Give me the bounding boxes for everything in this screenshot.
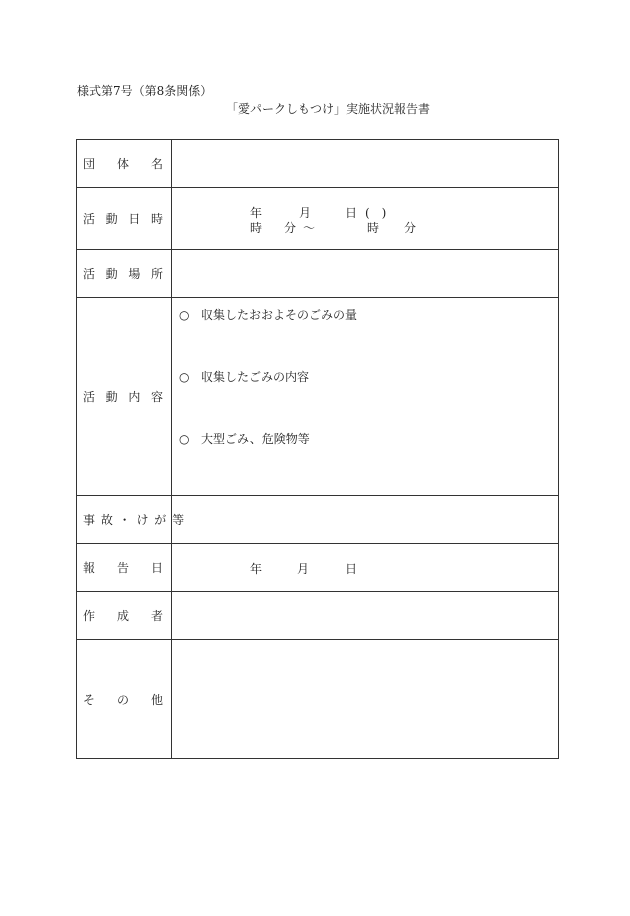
activity-item-large-hazardous: ○ 大型ごみ、危険物等 bbox=[179, 432, 310, 446]
form-title: 「愛パークしもつけ」実施状況報告書 bbox=[226, 102, 431, 116]
report-date-field[interactable] bbox=[172, 544, 559, 592]
circle-bullet-icon: ○ bbox=[179, 308, 190, 322]
minute-unit-end: 分 bbox=[404, 220, 417, 235]
row-other bbox=[77, 640, 559, 759]
report-month-unit: 月 bbox=[297, 562, 310, 576]
minute-unit-start: 分 bbox=[284, 220, 297, 235]
row-activity-content bbox=[77, 298, 559, 496]
activity-item-contents: ○ 収集したごみの内容 bbox=[179, 370, 310, 384]
activity-place-field[interactable] bbox=[172, 250, 559, 298]
circle-bullet-icon: ○ bbox=[179, 370, 190, 384]
report-year-unit: 年 bbox=[250, 562, 263, 576]
activity-datetime-field[interactable] bbox=[172, 188, 559, 250]
activity-item-amount: ○ 収集したおおよそのごみの量 bbox=[179, 308, 358, 322]
weekday-paren: ( ) bbox=[365, 205, 387, 220]
datetime-date-line bbox=[172, 204, 558, 219]
author-field[interactable] bbox=[172, 592, 559, 640]
activity-content-label: 活 動 内 容 bbox=[77, 298, 172, 496]
row-author bbox=[77, 592, 559, 640]
activity-place-label: 活 動 場 所 bbox=[77, 250, 172, 298]
circle-bullet-icon: ○ bbox=[179, 432, 190, 446]
accidents-label: 事 故 ・ け が 等 bbox=[77, 496, 172, 544]
activity-datetime-label: 活 動 日 時 bbox=[77, 188, 172, 250]
time-range-tilde: ～ bbox=[303, 220, 316, 235]
report-date-label: 報 告 日 bbox=[77, 544, 172, 592]
month-unit: 月 bbox=[299, 205, 312, 220]
report-day-unit: 日 bbox=[345, 562, 358, 576]
other-field[interactable] bbox=[172, 640, 559, 759]
author-label: 作 成 者 bbox=[77, 592, 172, 640]
row-report-date bbox=[77, 544, 559, 592]
form-number-label: 様式第7号（第8条関係） bbox=[77, 84, 213, 98]
row-accidents bbox=[77, 496, 559, 544]
datetime-time-line bbox=[172, 219, 558, 234]
year-unit: 年 bbox=[250, 205, 263, 220]
group-name-field[interactable] bbox=[172, 140, 559, 188]
row-activity-datetime bbox=[77, 188, 559, 250]
other-label: そ の 他 bbox=[77, 640, 172, 759]
hour-unit-end: 時 bbox=[367, 220, 380, 235]
activity-content-field[interactable] bbox=[172, 298, 559, 496]
row-activity-place bbox=[77, 250, 559, 298]
day-unit: 日 bbox=[345, 205, 358, 220]
accidents-field[interactable] bbox=[172, 496, 559, 544]
group-name-label: 団 体 名 bbox=[77, 140, 172, 188]
hour-unit-start: 時 bbox=[250, 220, 263, 235]
report-table bbox=[76, 139, 559, 759]
row-group-name bbox=[77, 140, 559, 188]
